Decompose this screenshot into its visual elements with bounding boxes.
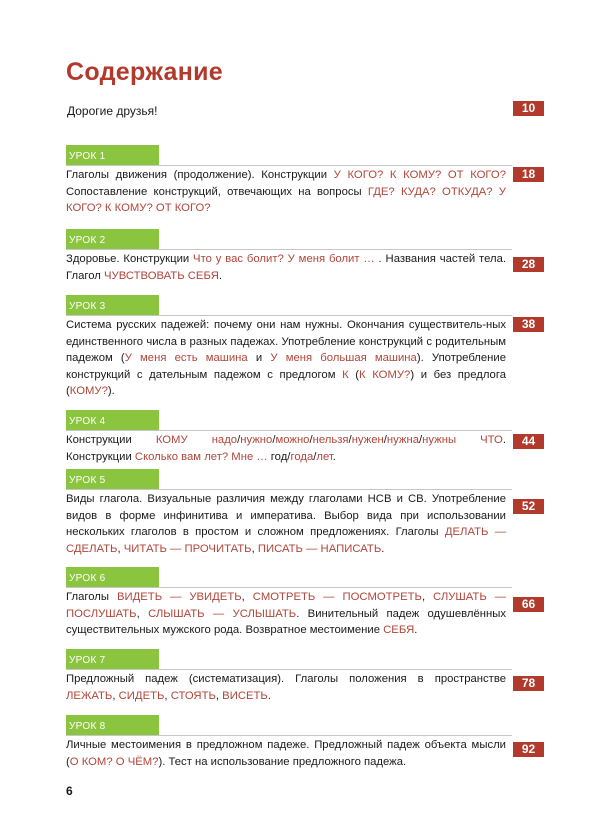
text-fragment: , — [251, 542, 258, 555]
lesson-description — [66, 737, 536, 770]
highlighted-term: можно — [275, 434, 310, 446]
lesson-divider — [66, 735, 512, 736]
text-fragment: ) и без предлога ( — [66, 368, 506, 397]
intro-text: Дорогие друзья! — [67, 104, 158, 118]
highlighted-term: Сколько вам лет? Мне … — [134, 450, 268, 463]
text-fragment: Здоровье. Конструкции — [66, 253, 194, 265]
lesson-label: УРОК 3 — [66, 295, 159, 315]
text-fragment: / — [237, 434, 241, 446]
highlighted-term: К — [342, 368, 349, 381]
highlighted-term: года — [290, 450, 314, 463]
text-fragment: , — [117, 542, 124, 555]
lesson-text — [66, 589, 506, 639]
lesson-divider — [66, 430, 512, 431]
text-fragment: Глаголы движения (продолжение). Конструкции — [66, 169, 334, 181]
lesson-description — [66, 251, 536, 284]
text-fragment: / — [272, 434, 276, 446]
highlighted-term: нужны ЧТО — [422, 434, 503, 446]
lesson-page-number: 66 — [513, 597, 544, 612]
lesson-3 — [66, 295, 536, 400]
text-fragment: . — [267, 689, 271, 702]
lesson-description — [66, 167, 536, 217]
text-fragment: Личные местоимения в предложном падеже. Предложный падеж объекта мысли ( — [66, 739, 506, 768]
lesson-text — [66, 737, 506, 770]
lesson-page-number: 92 — [513, 742, 544, 757]
lesson-label: УРОК 4 — [66, 410, 159, 430]
lesson-text — [66, 491, 506, 557]
highlighted-term: ДЕЛАТЬ — СДЕЛАТЬ — [66, 526, 506, 555]
highlighted-term: СЕБЯ — [383, 624, 415, 636]
highlighted-term: СЛЫШАТЬ — УСЛЫШАТЬ — [148, 607, 297, 620]
text-fragment: , — [136, 607, 149, 620]
highlighted-term: У меня большая машина — [270, 352, 417, 364]
lesson-label: УРОК 6 — [66, 567, 159, 587]
highlighted-term: ПИСАТЬ — НАПИСАТЬ — [257, 542, 382, 555]
lesson-divider — [66, 315, 512, 316]
highlighted-term: КОМУ? — [69, 385, 108, 397]
text-fragment: , — [421, 591, 434, 603]
lesson-1 — [66, 145, 536, 217]
highlighted-term: ВИДЕТЬ — УВИДЕТЬ — [116, 591, 242, 603]
lesson-page-number: 78 — [513, 676, 544, 691]
lesson-divider — [66, 489, 512, 490]
text-fragment: Предложный падеж (систематизация). Глаголы положения в пространстве — [66, 673, 506, 685]
text-fragment: год/ — [267, 450, 291, 463]
text-fragment: ( — [348, 368, 360, 381]
lesson-4 — [66, 410, 536, 465]
text-fragment: . — [381, 542, 385, 555]
lesson-description — [66, 432, 536, 465]
text-fragment: , — [241, 591, 253, 603]
highlighted-term: нужен — [351, 434, 384, 446]
lesson-text — [66, 671, 506, 704]
highlighted-term: Что у вас болит? У меня болит … — [193, 253, 375, 265]
text-fragment: / — [348, 434, 352, 446]
highlighted-term: У КОГО? К КОМУ? ОТ КОГО? — [333, 169, 506, 181]
highlighted-term: нужно — [240, 434, 273, 446]
text-fragment: . — [332, 450, 336, 463]
highlighted-term: нужна — [386, 434, 420, 446]
lesson-8 — [66, 715, 536, 770]
lesson-text — [66, 167, 506, 217]
highlighted-term: К КОМУ? — [359, 368, 411, 381]
highlighted-term: ЛЕЖАТЬ — [66, 689, 113, 702]
text-fragment: Сопоставление конструкций, отвечающих на вопросы — [66, 185, 368, 198]
intro-page-number: 10 — [513, 101, 544, 116]
highlighted-term: КОМУ надо — [155, 434, 238, 446]
text-fragment: . Винительный падеж одушевлённых существительных мужского рода. Возвратное местоимение — [66, 607, 506, 636]
lesson-page-number: 18 — [513, 167, 544, 182]
lesson-7 — [66, 649, 536, 704]
lesson-label: УРОК 8 — [66, 715, 159, 735]
text-fragment: , — [112, 689, 119, 702]
text-fragment: и — [247, 352, 271, 364]
lesson-description — [66, 491, 536, 557]
highlighted-term: ЧИТАТЬ — ПРОЧИТАТЬ — [123, 542, 252, 555]
text-fragment: Конструкции — [66, 434, 156, 446]
highlighted-term: О КОМ? О ЧЁМ? — [69, 755, 159, 768]
lesson-page-number: 38 — [513, 317, 544, 332]
page-number: 6 — [66, 784, 73, 798]
highlighted-term: СИДЕТЬ — [118, 689, 165, 702]
highlighted-term: СМОТРЕТЬ — ПОСМОТРЕТЬ — [252, 591, 422, 603]
text-fragment: / — [383, 434, 387, 446]
lesson-page-number: 52 — [513, 499, 544, 514]
highlighted-term: У меня есть машина — [124, 352, 248, 364]
lesson-divider — [66, 669, 512, 670]
text-fragment: . Названия частей тела. Глагол — [66, 253, 506, 282]
text-fragment: ). Употребление конструкций с дательным падежом с предлогом — [66, 352, 506, 381]
lesson-text — [66, 432, 506, 465]
lesson-divider — [66, 249, 512, 250]
text-fragment: / — [309, 434, 313, 446]
lesson-text — [66, 317, 506, 400]
lesson-page-number: 28 — [513, 257, 544, 272]
lesson-divider — [66, 587, 512, 588]
lesson-description — [66, 589, 536, 639]
text-fragment: . Конструкции — [66, 434, 506, 463]
lesson-label: УРОК 5 — [66, 469, 159, 489]
text-fragment: ). — [107, 385, 115, 397]
lesson-2 — [66, 229, 536, 284]
text-fragment: . — [218, 269, 223, 282]
text-fragment: Глаголы — [66, 591, 117, 603]
page-title: Содержание — [66, 58, 224, 86]
highlighted-term: ЧУВСТВОВАТЬ СЕБЯ — [104, 269, 219, 282]
lesson-page-number: 44 — [513, 434, 544, 449]
highlighted-term: лет — [316, 450, 333, 463]
lesson-divider — [66, 165, 512, 166]
lesson-text — [66, 251, 506, 284]
text-fragment: . — [414, 624, 418, 636]
highlighted-term: ВИСЕТЬ — [222, 689, 268, 702]
text-fragment: Виды глагола. Визуальные различия между глаголами НСВ и СВ. Употребление видов в форме инфинитива и императива. Выбор вида при использовании нескольких глаголов в простом и сложном предложениях. Глаголы — [66, 493, 506, 538]
text-fragment: / — [313, 450, 317, 463]
lesson-description — [66, 317, 536, 400]
text-fragment: Система русских падежей: почему они нам нужны. Окончания существитель-ных единственного числа в разных падежах. Употребление конструкций с родительным падежом ( — [66, 319, 506, 364]
lesson-label: УРОК 1 — [66, 145, 159, 165]
lesson-description — [66, 671, 536, 704]
highlighted-term: ГДЕ? КУДА? ОТКУДА? У КОГО? К КОМУ? ОТ КОГО? — [66, 185, 506, 214]
text-fragment: / — [419, 434, 423, 446]
highlighted-term: СЛУШАТЬ — ПОСЛУШАТЬ — [66, 591, 506, 620]
lesson-5 — [66, 469, 536, 557]
text-fragment: , — [215, 689, 223, 702]
highlighted-term: СТОЯТЬ — [170, 689, 216, 702]
highlighted-term: нельзя — [312, 434, 349, 446]
text-fragment: , — [164, 689, 171, 702]
lesson-label: УРОК 7 — [66, 649, 159, 669]
text-fragment: ). Тест на использование предложного падежа. — [158, 755, 407, 768]
lesson-6 — [66, 567, 536, 639]
lesson-label: УРОК 2 — [66, 229, 159, 249]
